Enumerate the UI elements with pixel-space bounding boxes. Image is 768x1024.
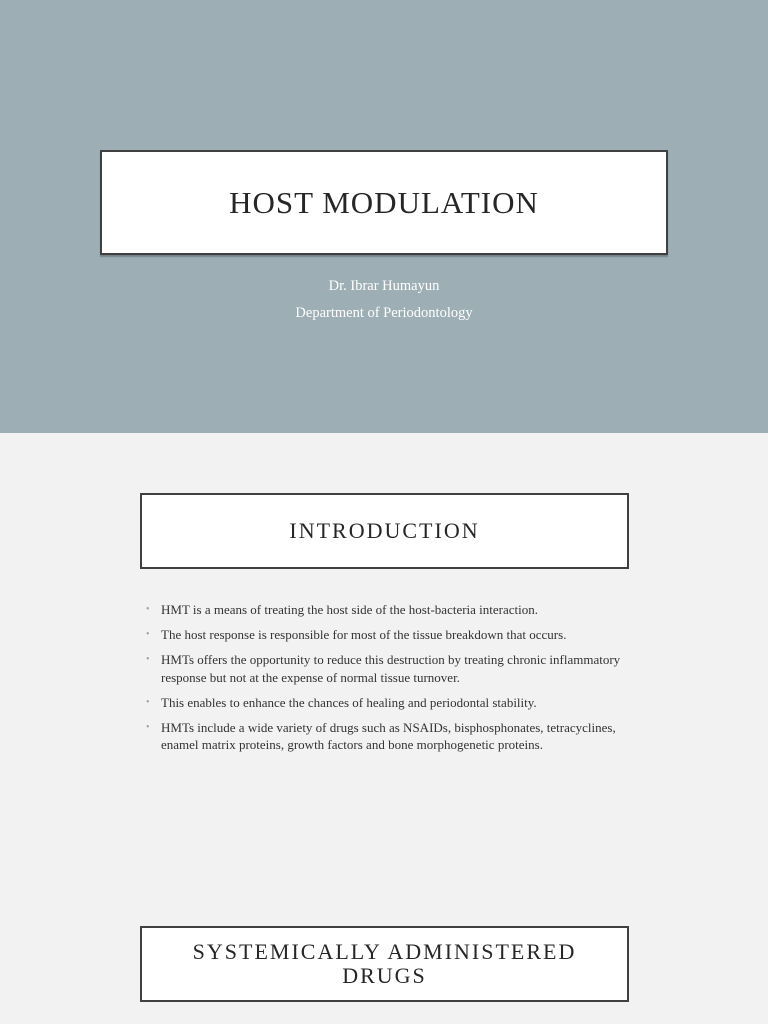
title-box xyxy=(100,150,668,255)
list-item xyxy=(146,601,626,619)
department-name: Department of Periodontology xyxy=(295,305,473,321)
next-heading-line2: DRUGS xyxy=(342,963,427,988)
bullet-text: HMT is a means of treating the host side of the host-bacteria interaction. xyxy=(161,602,539,617)
bullet-text: The host response is responsible for most of the tissue breakdown that occurs. xyxy=(161,627,567,642)
slide-heading: INTRODUCTION xyxy=(289,518,480,543)
list-item xyxy=(146,719,626,754)
title-slide xyxy=(0,0,768,433)
bullet-icon: • xyxy=(146,629,150,640)
bullet-icon: • xyxy=(146,721,150,733)
bullet-icon: • xyxy=(146,604,150,615)
heading-box xyxy=(140,493,629,569)
next-heading-line1: SYSTEMICALLY ADMINISTERED xyxy=(192,939,577,964)
bullet-icon: • xyxy=(146,696,150,708)
bullet-icon: • xyxy=(146,654,150,665)
next-heading-box xyxy=(140,926,629,1002)
list-item xyxy=(146,694,626,712)
next-slide-heading xyxy=(193,940,577,988)
bullet-list xyxy=(146,601,626,761)
list-item xyxy=(146,626,626,644)
slide-title: HOST MODULATION xyxy=(229,184,539,220)
bullet-text: HMTs include a wide variety of drugs such as NSAIDs, bisphosphonates, tetracyclines, enamel matrix proteins, growth factors and bone morphogenetic proteins. xyxy=(161,719,616,752)
introduction-slide xyxy=(0,433,768,1024)
list-item xyxy=(146,651,626,686)
author-name: Dr. Ibrar Humayun xyxy=(328,278,440,294)
bullet-text: This enables to enhance the chances of healing and periodontal stability. xyxy=(161,694,537,710)
bullet-text: HMTs offers the opportunity to reduce this destruction by treating chronic inflammatory response but not at the expense of normal tissue turnover. xyxy=(161,652,621,685)
